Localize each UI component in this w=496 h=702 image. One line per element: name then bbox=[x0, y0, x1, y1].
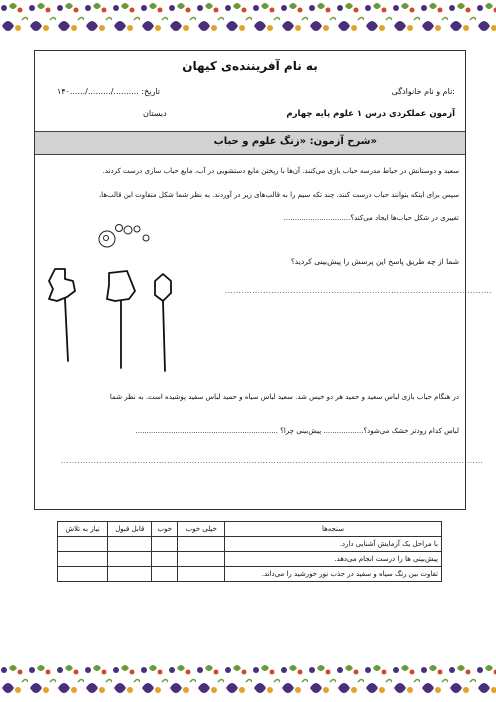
body-line-2: سپس برای اینکه بتوانند حباب درست کنند، چند تکه سیم را به قالب‌های زیر در آوردند. به نظر شما شکل متفاوت این قالب‌ها، bbox=[98, 191, 459, 199]
wand-3-handle bbox=[163, 301, 165, 371]
table-header-row bbox=[58, 522, 442, 537]
wand-2-loop bbox=[107, 271, 135, 301]
criterion-3: تفاوت بین رنگ سیاه و سفید در جذب نور خورشید را می‌داند. bbox=[225, 567, 442, 582]
criterion-2: پیش‌بینی ها را درست انجام می‌دهد. bbox=[225, 552, 442, 567]
answer-line-q3[interactable]: ........................................................................................................................................................... bbox=[61, 457, 484, 465]
bubble-small-1 bbox=[116, 225, 123, 232]
sheet-title: به نام آفریننده‌ی کیهان bbox=[182, 59, 318, 73]
wand-1-handle bbox=[65, 299, 68, 361]
body-line-1: سعید و دوستانش در حیاط مدرسه حباب بازی می‌کنند. آن‌ها با ریختن مایع دستشویی در آب، مایع حباب سازی درست کردند. bbox=[102, 167, 459, 175]
cell-checkbox[interactable] bbox=[152, 567, 178, 582]
cell-checkbox[interactable] bbox=[58, 552, 108, 567]
col-acceptable: قابل قبول bbox=[108, 522, 152, 537]
bubble-wands-illustration bbox=[35, 221, 235, 411]
bubble-small-5 bbox=[104, 236, 109, 241]
cell-checkbox[interactable] bbox=[152, 537, 178, 552]
paragraph-2-line-2[interactable]: لباس کدام زودتر خشک می‌شود؟.................. پیش‌بینی چرا؟ ................................................................ bbox=[135, 427, 459, 435]
cell-checkbox[interactable] bbox=[178, 537, 225, 552]
cell-checkbox[interactable] bbox=[108, 567, 152, 582]
paragraph-2-line-1: در هنگام حباب بازی لباس سعید و حمید هر دو خیس شد. سعید لباس سیاه و حمید لباس سفید پوشیده است. به نظر شما bbox=[109, 393, 459, 401]
col-criteria: سنجه‌ها bbox=[225, 522, 442, 537]
col-very-good: خیلی خوب bbox=[178, 522, 225, 537]
ornament-pattern-top bbox=[0, 0, 496, 40]
section-title: شرح آزمون: «زنگ علوم و حباب» bbox=[213, 136, 377, 147]
col-needs-effort: نیاز به تلاش bbox=[58, 522, 108, 537]
ornament-pattern-bottom bbox=[0, 662, 496, 702]
decorative-border-bottom bbox=[0, 662, 496, 702]
table-row bbox=[58, 552, 442, 567]
cell-checkbox[interactable] bbox=[108, 552, 152, 567]
cell-checkbox[interactable] bbox=[178, 567, 225, 582]
wand-3-loop bbox=[155, 274, 171, 301]
bubble-small-3 bbox=[134, 226, 140, 232]
body-line-3: تغییری در شکل حباب‌ها ایجاد می‌کند؟.............................. bbox=[283, 214, 459, 222]
assessment-table bbox=[57, 521, 442, 582]
name-label: نام و نام خانوادگی: bbox=[391, 87, 455, 96]
cell-checkbox[interactable] bbox=[58, 537, 108, 552]
question-2: شما از چه طریق پاسخ این پرسش را پیش‌بینی کردید؟ bbox=[290, 257, 459, 266]
table-row bbox=[58, 537, 442, 552]
bubble-small-4 bbox=[143, 235, 149, 241]
date-label: تاریخ: ........../........./......۱۴۰ bbox=[57, 87, 161, 96]
cell-checkbox[interactable] bbox=[152, 552, 178, 567]
bubble-small-2 bbox=[124, 226, 132, 234]
cell-checkbox[interactable] bbox=[178, 552, 225, 567]
decorative-border-top bbox=[0, 0, 496, 40]
cell-checkbox[interactable] bbox=[108, 537, 152, 552]
exam-sheet bbox=[34, 50, 493, 510]
exam-title: آزمون عملکردی درس ۱ علوم پایه چهارم bbox=[286, 109, 455, 119]
bubble-large bbox=[99, 231, 115, 247]
col-good: خوب bbox=[152, 522, 178, 537]
wand-1-loop bbox=[49, 269, 75, 301]
table-row bbox=[58, 567, 442, 582]
answer-line-q2[interactable]: .................................................................................................. bbox=[225, 287, 493, 295]
cell-checkbox[interactable] bbox=[58, 567, 108, 582]
criterion-1: با مراحل یک آزمایش آشنایی دارد. bbox=[225, 537, 442, 552]
section-header bbox=[35, 131, 465, 155]
school-label: دبستان bbox=[143, 109, 167, 118]
